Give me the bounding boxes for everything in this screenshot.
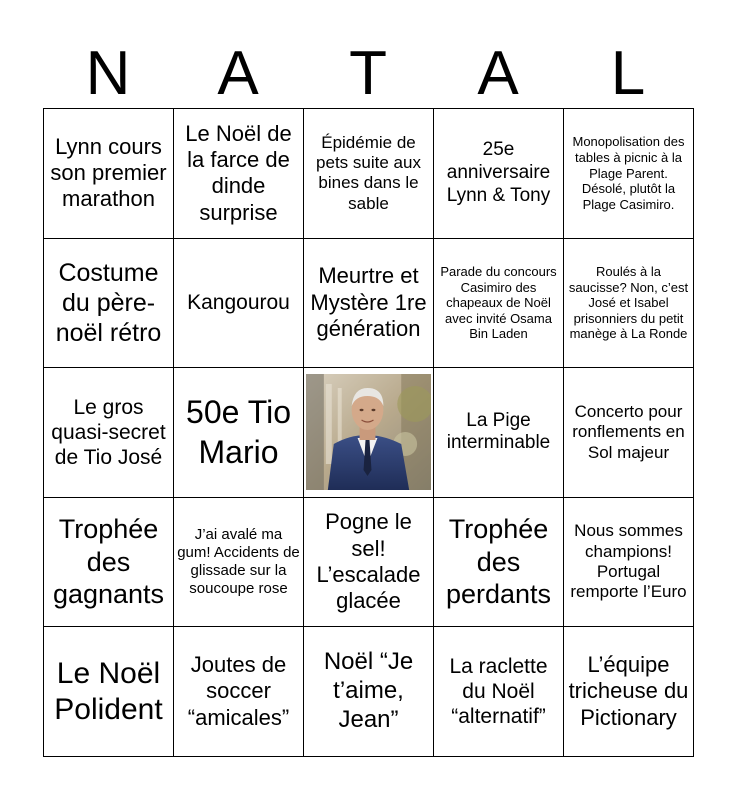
bingo-cell[interactable]	[174, 498, 304, 628]
cell-text: 50e Tio Mario	[186, 394, 291, 471]
cell-text: Meurtre et Mystère 1re génération	[310, 263, 427, 342]
cell-text: Roulés à la saucisse? Non, c’est José et Isabel prisonniers du petit manège à La Ronde	[568, 263, 689, 342]
cell-text: La raclette du Noël “alternatif”	[449, 654, 548, 729]
bingo-cell[interactable]	[434, 627, 564, 757]
cell-text: Nous sommes champions! Portugal remporte l’Euro	[570, 521, 687, 602]
bingo-cell[interactable]	[434, 239, 564, 369]
bingo-cell[interactable]	[564, 239, 694, 369]
header-letter-a-2: A	[477, 39, 519, 108]
cell-text: L’équipe tricheuse du Pictionary	[568, 652, 689, 730]
bingo-cell[interactable]	[434, 109, 564, 239]
bingo-cell[interactable]	[434, 368, 564, 498]
bingo-cell[interactable]	[44, 109, 174, 239]
bingo-cell[interactable]	[44, 627, 174, 757]
cell-text: Pogne le sel! L’escalade glacée	[316, 509, 421, 614]
cell-text: Le gros quasi-secret de Tio José	[51, 395, 166, 470]
header-letter-l: L	[610, 39, 646, 108]
cell-text: Parade du concours Casimiro des chapeaux de Noël avec invité Osama Bin Laden	[440, 263, 557, 342]
cell-text: Joutes de soccer “amicales”	[187, 652, 290, 730]
bingo-cell[interactable]	[174, 627, 304, 757]
bingo-cell[interactable]	[304, 239, 434, 369]
cell-text: Kangourou	[187, 291, 290, 315]
header-letter-n: N	[85, 39, 131, 108]
portrait-photo	[306, 374, 431, 490]
cell-text: La Pige interminable	[446, 409, 551, 454]
cell-text: Trophée des gagnants	[52, 514, 165, 610]
cell-text: J’ai avalé ma gum! Accidents de glissade sur la soucoupe rose	[177, 526, 300, 598]
bingo-cell[interactable]	[174, 239, 304, 369]
header-letter-a: A	[217, 39, 259, 108]
cell-text: Costume du père-noël rétro	[55, 258, 162, 347]
cell-text: Lynn cours son premier marathon	[50, 133, 167, 212]
bingo-cell[interactable]	[564, 368, 694, 498]
bingo-cell[interactable]	[564, 627, 694, 757]
cell-text: Concerto pour ronflements en Sol majeur	[572, 401, 685, 462]
bingo-cell[interactable]	[44, 368, 174, 498]
bingo-cell[interactable]	[174, 368, 304, 498]
cell-text: Le Noël Polident	[54, 656, 163, 726]
bingo-header	[43, 40, 693, 108]
bingo-cell[interactable]	[304, 109, 434, 239]
cell-text: Épidémie de pets suite aux bines dans le sable	[316, 132, 421, 213]
bingo-cell[interactable]	[304, 627, 434, 757]
cell-text: 25e anniversaire Lynn & Tony	[446, 139, 551, 206]
cell-text: Trophée des perdants	[445, 514, 552, 610]
cell-text: Monopolisation des tables à picnic à la Plage Parent. Désolé, plutôt la Plage Casimiro.	[572, 134, 685, 212]
bingo-cell[interactable]	[174, 109, 304, 239]
bingo-cell[interactable]	[44, 239, 174, 369]
bingo-cell[interactable]	[44, 498, 174, 628]
bingo-cell[interactable]	[304, 498, 434, 628]
cell-text: Le Noël de la farce de dinde surprise	[185, 120, 292, 225]
header-letter-t: T	[349, 39, 387, 108]
bingo-cell[interactable]	[434, 498, 564, 628]
bingo-cell[interactable]	[564, 498, 694, 628]
cell-text: Noël “Je t’aime, Jean”	[323, 648, 414, 734]
bingo-free-space[interactable]	[304, 368, 434, 498]
bingo-board	[43, 108, 694, 757]
bingo-cell[interactable]	[564, 109, 694, 239]
